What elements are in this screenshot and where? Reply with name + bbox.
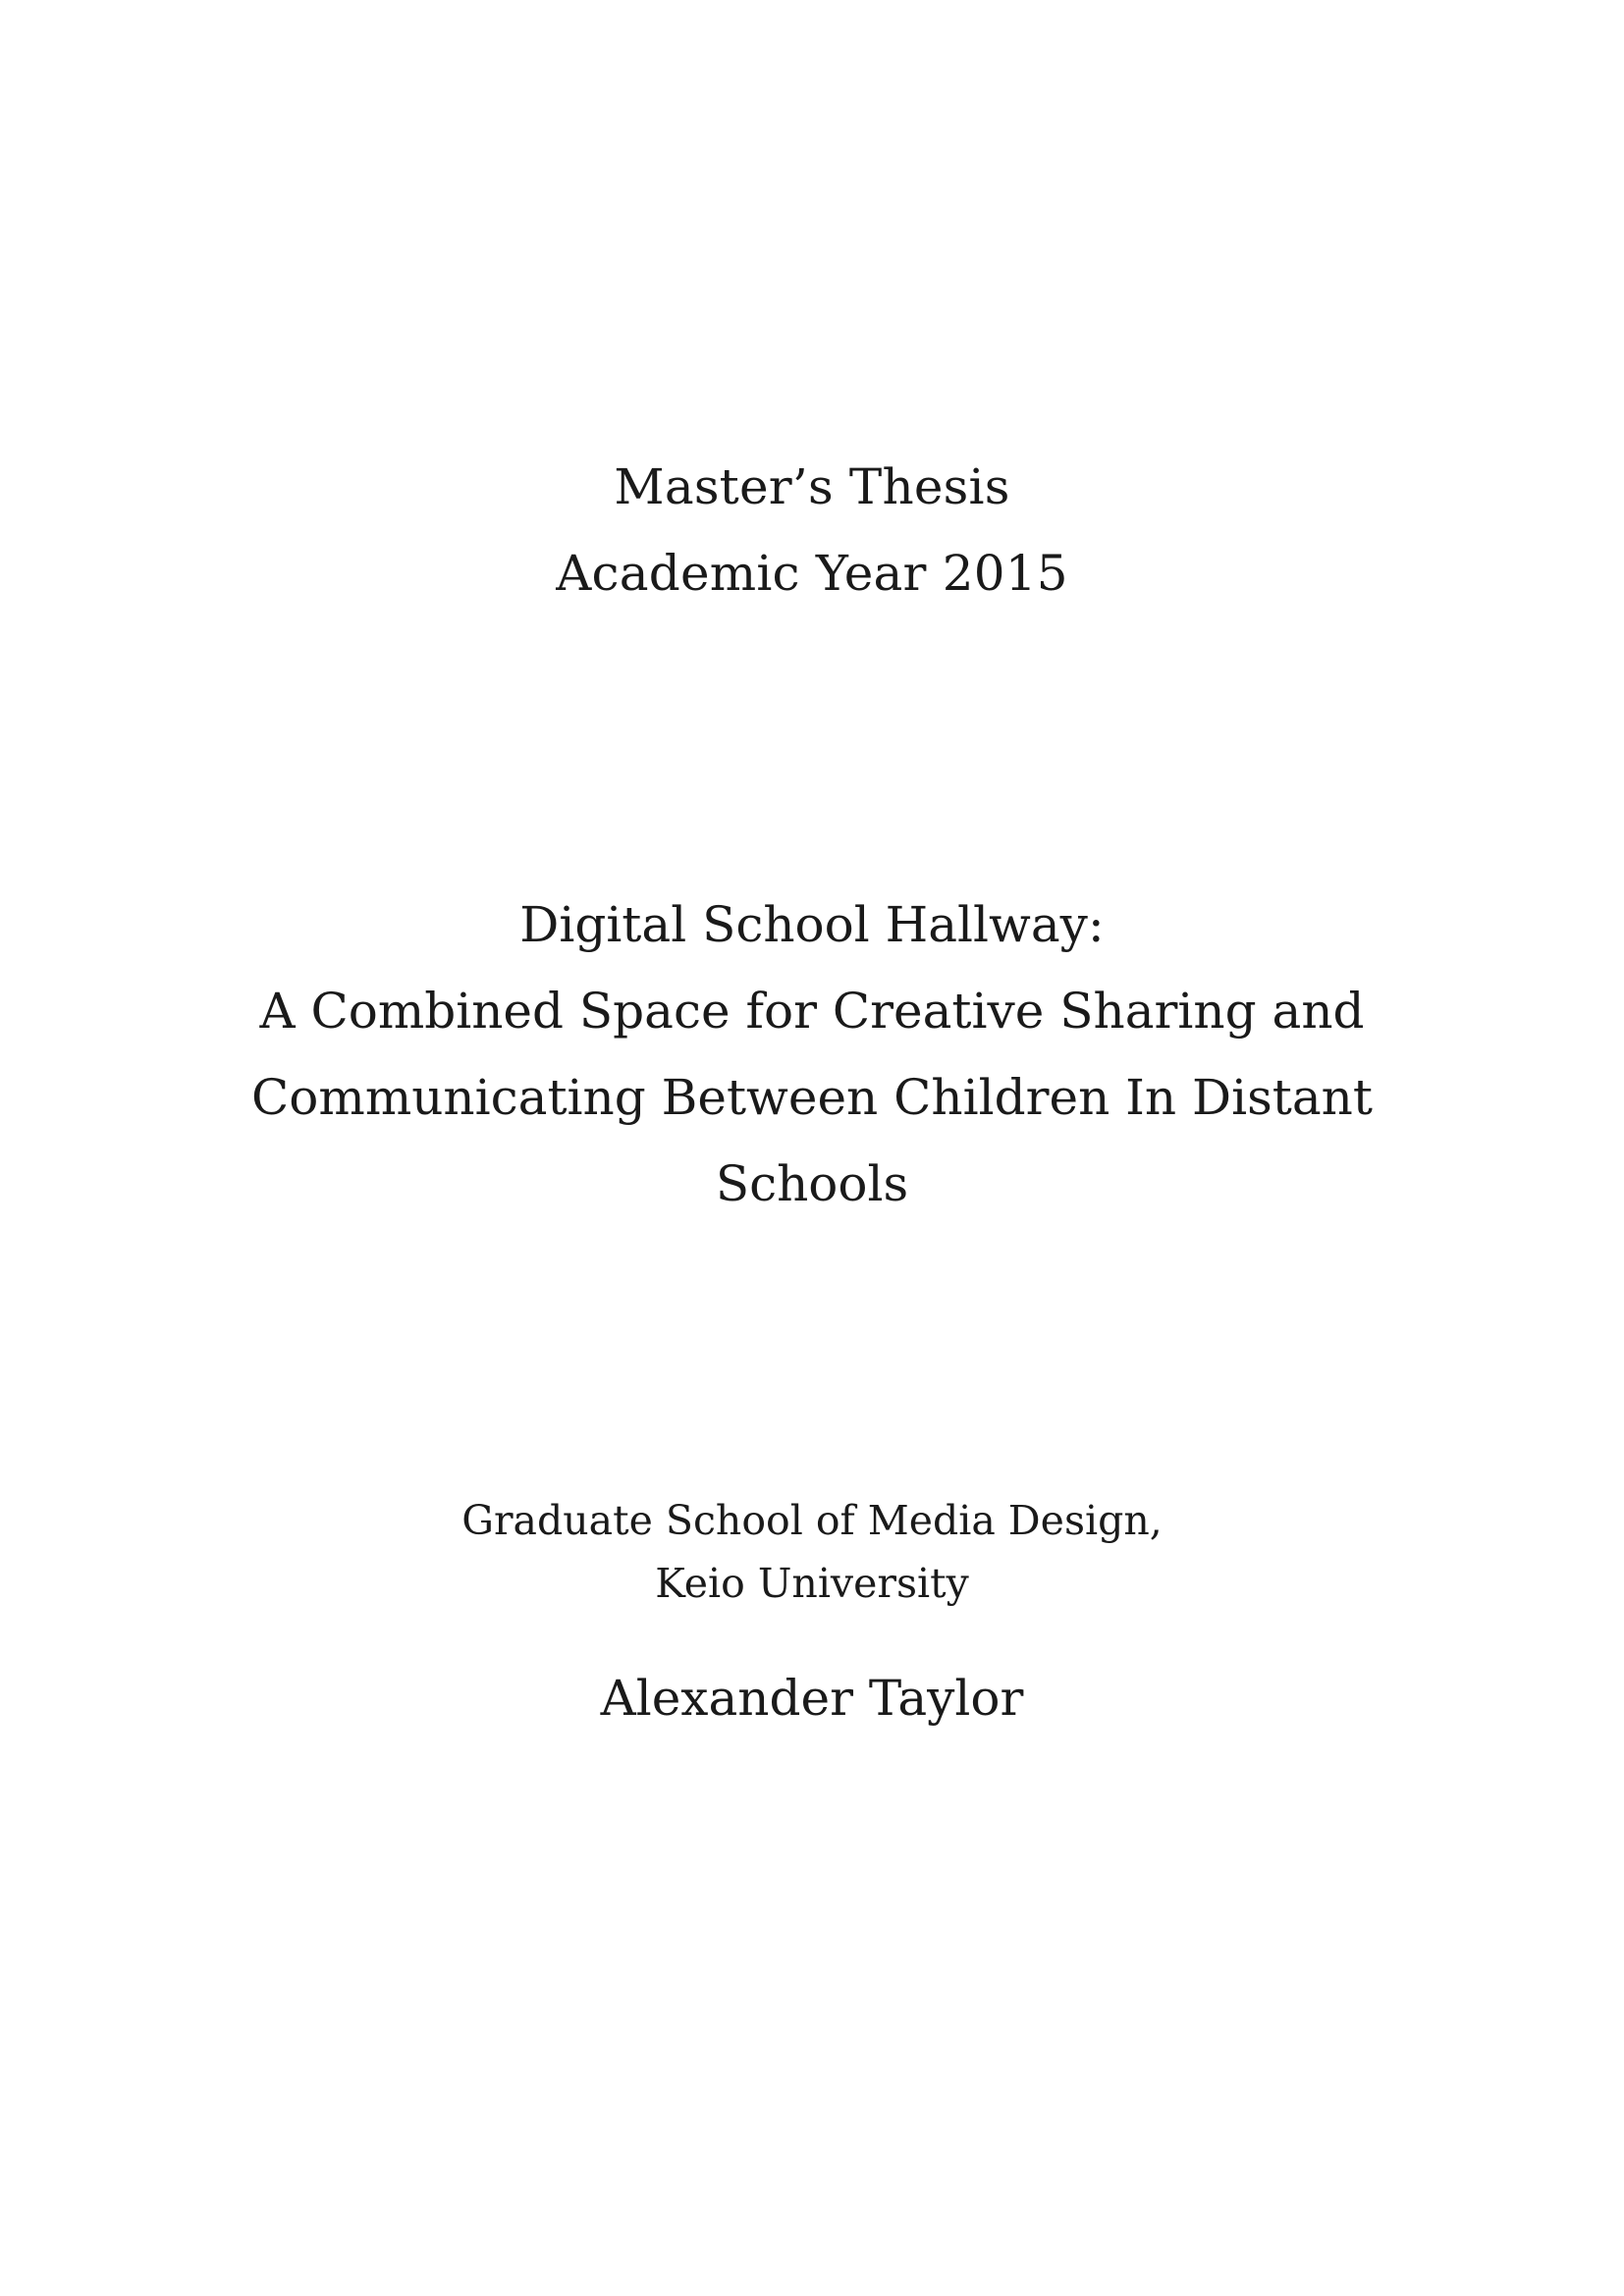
title-line: Communicating Between Children In Distant: [251, 1069, 1373, 1126]
thesis-heading: [0, 444, 1624, 616]
author: [0, 1659, 1624, 1737]
affiliation: [0, 1489, 1624, 1615]
thesis-type: Master’s Thesis: [614, 458, 1010, 515]
title-line: Digital School Hallway:: [519, 896, 1105, 953]
university-name: Keio University: [655, 1560, 969, 1607]
academic-year: Academic Year 2015: [556, 545, 1068, 602]
thesis-title: [0, 881, 1624, 1227]
school-name: Graduate School of Media Design,: [461, 1497, 1163, 1544]
title-line: A Combined Space for Creative Sharing and: [259, 983, 1365, 1040]
author-name: Alexander Taylor: [600, 1670, 1024, 1727]
title-line: Schools: [715, 1155, 909, 1212]
